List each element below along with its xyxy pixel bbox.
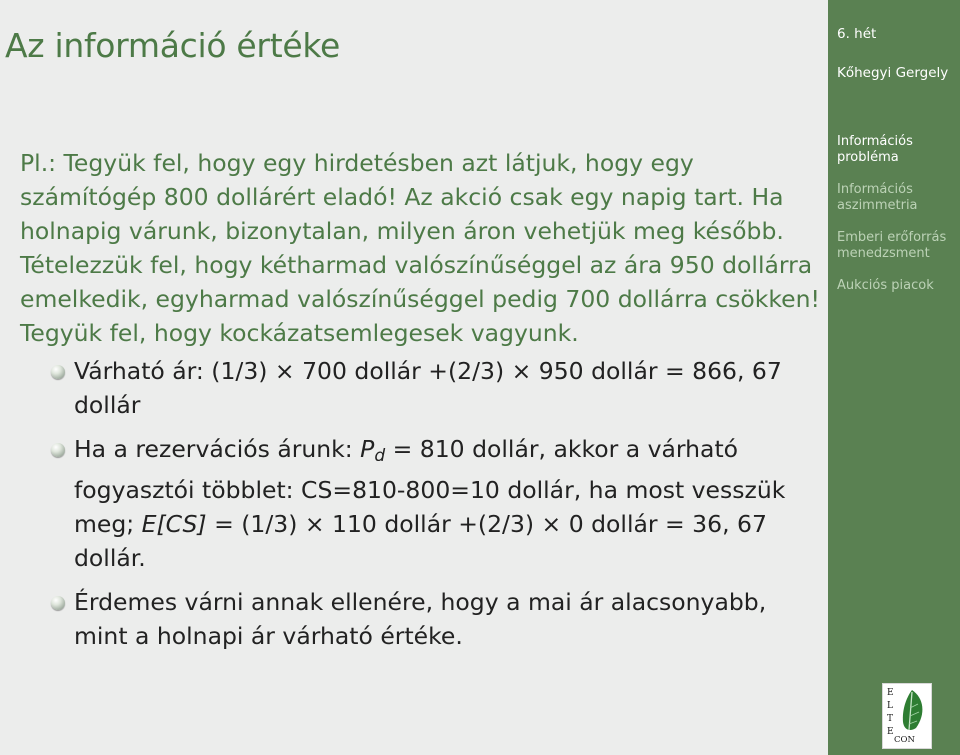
sidebar-item-label: menedzsment (837, 246, 930, 261)
logo-letter: E (887, 688, 894, 698)
bullet-line: dollár (74, 391, 141, 419)
intro-line: számítógép 800 dollárért eladó! Az akció csak egy napig tart. Ha (20, 183, 784, 211)
slide-content (20, 146, 820, 663)
math-symbol: E[CS] (141, 510, 207, 538)
sidebar-item-informacios-aszimmetria[interactable] (837, 182, 960, 214)
bullet-item-worth-waiting (20, 585, 810, 653)
bullet-item-consumer-surplus (20, 432, 810, 575)
sidebar-item-informacios-problema[interactable] (837, 134, 960, 166)
elte-econ-logo (882, 683, 932, 749)
frame-title: Az információ értéke (5, 26, 340, 65)
intro-line: Tételezzük fel, hogy kétharmad valószínűséggel az ára 950 dollárra (20, 251, 813, 279)
text-fragment: = 810 dollár, akkor a várható (385, 435, 739, 463)
bullet-ball-icon (51, 365, 65, 379)
sidebar-item-label: Információs (837, 134, 913, 149)
logo-letter: T (887, 714, 894, 724)
sidebar-item-label: Információs (837, 182, 913, 197)
bullet-line: mint a holnapi ár várható értéke. (74, 622, 463, 650)
sidebar-week: 6. hét (837, 26, 877, 42)
intro-line: emelkedik, egyharmad valószínűséggel pedig 700 dollárra csökken! (20, 285, 820, 313)
bullet-line: Várható ár: (1/3) × 700 dollár +(2/3) × 950 dollár = 866, 67 (74, 357, 782, 385)
logo-letter: L (887, 701, 893, 711)
intro-line: Pl.: Tegyük fel, hogy egy hirdetésben azt látjuk, hogy egy (20, 149, 694, 177)
bullet-line: fogyasztói többlet: CS=810-800=10 dollár, ha most vesszük (74, 476, 786, 504)
sidebar-item-label: aszimmetria (837, 198, 918, 213)
text-fragment: = (1/3) × 110 dollár +(2/3) × 0 dollár = 36, 67 (206, 510, 767, 538)
bullet-line: dollár. (74, 544, 146, 572)
leaf-icon (898, 688, 928, 734)
bullet-line (74, 507, 810, 541)
sidebar (828, 0, 960, 755)
math-symbol: P (360, 435, 375, 463)
bullet-list (20, 354, 810, 653)
math-subscript: d (374, 446, 386, 466)
sidebar-item-label: Aukciós piacok (837, 278, 934, 293)
text-fragment: Ha a rezervációs árunk: (74, 435, 361, 463)
sidebar-item-label: probléma (837, 150, 899, 165)
bullet-line (74, 432, 810, 473)
bullet-ball-icon (51, 596, 65, 610)
sidebar-author: Kőhegyi Gergely (837, 65, 949, 81)
bullet-ball-icon (51, 443, 65, 457)
bullet-item-expected-price (20, 354, 810, 422)
bullet-line: Érdemes várni annak ellenére, hogy a mai ár alacsonyabb, (74, 588, 767, 616)
intro-line: holnapig várunk, bizonytalan, milyen áron vehetjük meg később. (20, 217, 784, 245)
sidebar-nav (837, 134, 960, 310)
sidebar-item-emberi-eroforras[interactable] (837, 230, 960, 262)
text-fragment: meg; (74, 510, 142, 538)
sidebar-item-aukcios-piacok[interactable] (837, 278, 960, 294)
logo-letter: E (887, 727, 894, 737)
sidebar-item-label: Emberi erőforrás (837, 230, 947, 245)
intro-line: Tegyük fel, hogy kockázatsemlegesek vagyunk. (20, 319, 579, 347)
logo-letter: CON (894, 735, 915, 745)
intro-paragraph (20, 146, 820, 350)
